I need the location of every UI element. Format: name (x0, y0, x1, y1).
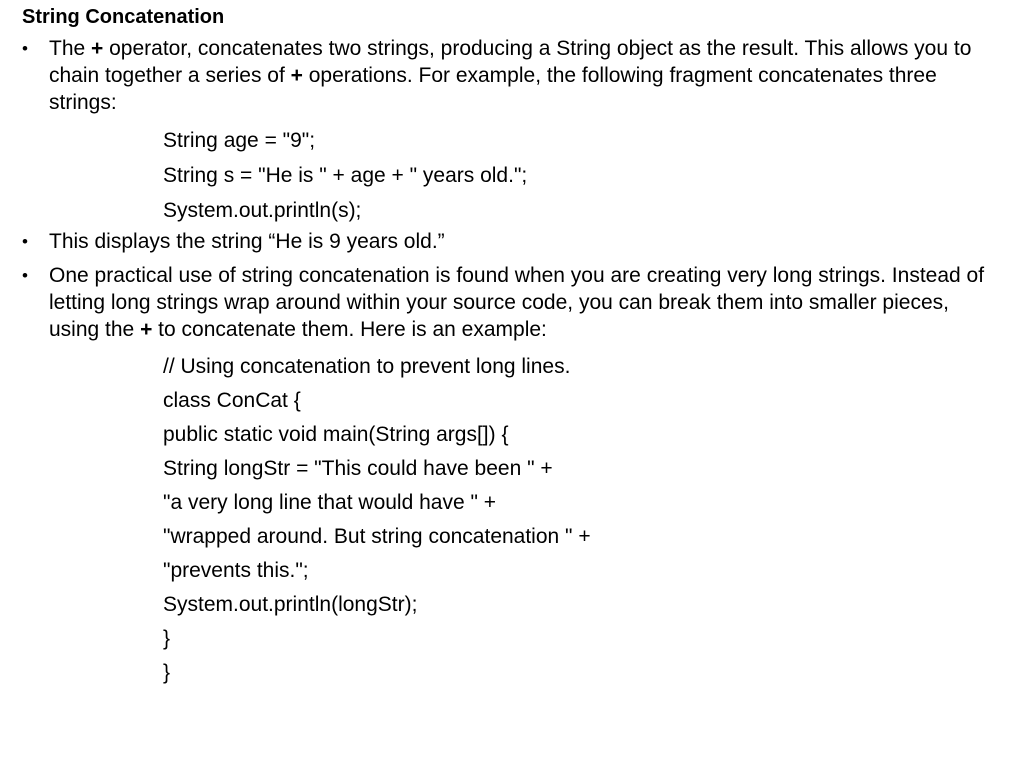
code-line: String longStr = "This could have been " + (163, 457, 553, 480)
bullet-text: operations. For example, the following fragment concatenates three strings: (49, 64, 937, 114)
bullet-body (49, 262, 1004, 343)
bullet-dot-icon: • (22, 232, 28, 251)
code-line: System.out.println(s); (163, 199, 362, 222)
code-line: } (163, 661, 171, 684)
bullet-dot-icon: • (22, 39, 28, 58)
bullet-text: The (49, 37, 92, 60)
code-line: } (163, 627, 171, 650)
code-block-fragment (22, 123, 1004, 228)
code-line: "prevents this."; (163, 559, 309, 582)
plus-operator: + (290, 64, 303, 87)
bullet-concat-operator (22, 35, 1004, 116)
code-line: String s = "He is " + age + " years old."; (163, 164, 528, 187)
bullet-text: This displays the string “He is 9 years old.” (49, 230, 445, 253)
code-line: "a very long line that would have " + (163, 491, 497, 514)
code-line: // Using concatenation to prevent long lines. (163, 355, 571, 378)
plus-operator: + (140, 318, 153, 341)
code-line: public static void main(String args[]) { (163, 423, 509, 446)
bullet-display-result (22, 228, 1004, 255)
bullet-dot-icon: • (22, 266, 28, 285)
bullet-text: operator, concatenates two strings, producing a String object as the result. This allows you to chain together a series of (49, 37, 972, 87)
code-line: String age = "9"; (163, 129, 316, 152)
code-block-concat-example (22, 350, 1004, 690)
slide-title: String Concatenation (22, 6, 225, 28)
code-line: "wrapped around. But string concatenation " + (163, 525, 591, 548)
bullet-text: One practical use of string concatenation is found when you are creating very long strings. Instead of letting long strings wrap around within your source code, you can break them into smaller pieces, using the (49, 264, 985, 341)
bullet-body (49, 228, 1004, 255)
code-line: class ConCat { (163, 389, 301, 412)
plus-operator: + (91, 37, 104, 60)
bullet-body (49, 35, 1004, 116)
bullet-practical-use (22, 262, 1004, 343)
code-line: System.out.println(longStr); (163, 593, 418, 616)
bullet-text: to concatenate them. Here is an example: (152, 318, 547, 341)
